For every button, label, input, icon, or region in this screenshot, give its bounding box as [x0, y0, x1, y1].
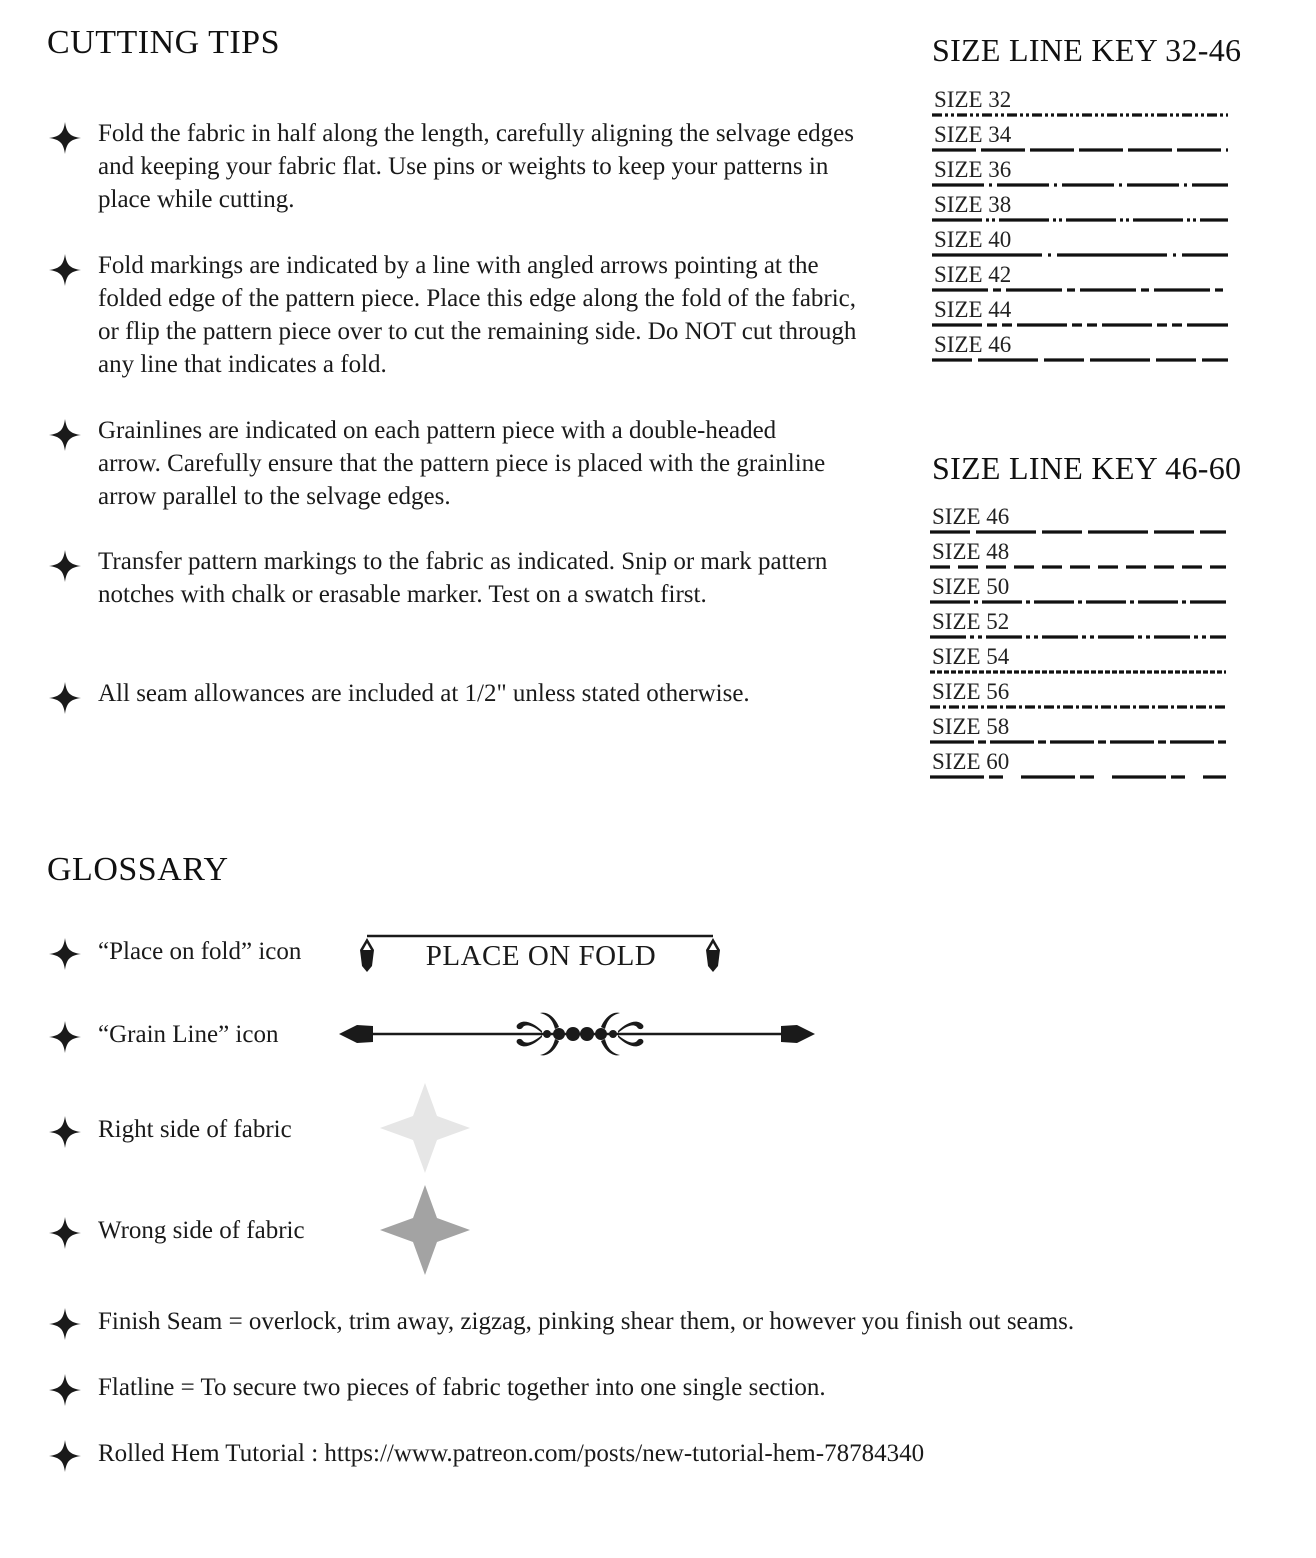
size-label: SIZE 56: [932, 679, 1010, 704]
size-line-row: [928, 643, 1228, 678]
size-label: SIZE 42: [934, 262, 1012, 287]
cutting-tip-item: [48, 249, 878, 381]
size-line-row: [928, 538, 1228, 573]
glossary-item: [48, 1113, 292, 1146]
size-line-row: [930, 331, 1230, 366]
glossary-label: Wrong side of fabric: [98, 1217, 305, 1244]
size-line-row: [928, 608, 1228, 643]
size-label: SIZE 38: [934, 192, 1012, 217]
glossary-item: [48, 1214, 305, 1247]
size-label: SIZE 44: [934, 297, 1012, 322]
bullet-star-icon: [48, 1307, 82, 1341]
bullet-star-icon: [48, 1216, 82, 1250]
glossary-heading: GLOSSARY: [47, 851, 229, 888]
size-key-heading: SIZE LINE KEY 46-60: [932, 450, 1242, 486]
glossary-label: “Place on fold” icon: [98, 938, 302, 965]
place-on-fold-label: PLACE ON FOLD: [425, 940, 657, 972]
bullet-star-icon: [48, 937, 82, 971]
size-label: SIZE 58: [932, 714, 1010, 739]
glossary-item: [48, 1437, 924, 1470]
rolled-hem-tutorial-link[interactable]: Rolled Hem Tutorial : https://www.patreon.com/posts/new-tutorial-hem-78784340: [98, 1440, 925, 1467]
glossary-label: Right side of fabric: [98, 1116, 292, 1143]
size-line-sample: [928, 563, 1228, 571]
size-label: SIZE 40: [934, 227, 1012, 252]
cutting-tip-text: All seam allowances are included at 1/2" unless stated otherwise.: [98, 680, 750, 707]
size-label: SIZE 34: [934, 122, 1012, 147]
cutting-tip-item: [48, 545, 878, 611]
cutting-tip-text: Fold markings are indicated by a line with angled arrows pointing at the folded edge of the pattern piece. Place this edge along the fold of the fabric, or flip the pattern piece over to cut the remaining side. Do NOT cut through any line that indicates a fold.: [98, 252, 857, 378]
bullet-star-icon: [48, 418, 82, 452]
wrong-side-fabric-star-icon: [380, 1185, 470, 1275]
size-line-row: [930, 191, 1230, 226]
bullet-star-icon: [48, 681, 82, 715]
size-line-row: [930, 226, 1230, 261]
cutting-tip-text: Transfer pattern markings to the fabric as indicated. Snip or mark pattern notches with chalk or erasable marker. Test on a swatch first.: [98, 548, 828, 608]
size-key-heading: SIZE LINE KEY 32-46: [932, 32, 1242, 68]
size-line-row: [930, 156, 1230, 191]
bullet-star-icon: [48, 1020, 82, 1054]
glossary-item: [48, 1371, 826, 1404]
size-line-sample: [930, 251, 1230, 259]
size-line-row: [928, 678, 1228, 713]
glossary-item: [48, 935, 301, 968]
size-line-sample: [930, 181, 1230, 189]
size-line-row: [930, 261, 1230, 296]
bullet-star-icon: [48, 549, 82, 583]
cutting-tips-heading: CUTTING TIPS: [47, 24, 280, 61]
size-line-key-32-46: [930, 86, 1230, 366]
glossary-label: Flatline = To secure two pieces of fabric together into one single section.: [98, 1374, 826, 1401]
cutting-tip-text: Fold the fabric in half along the length, carefully aligning the selvage edges and keeping your fabric flat. Use pins or weights to keep your patterns in place while cutting.: [98, 120, 855, 213]
size-line-sample: [930, 356, 1230, 364]
bullet-star-icon: [48, 1439, 82, 1473]
glossary-label: Finish Seam = overlock, trim away, zigzag, pinking shear them, or however you finish out seams.: [98, 1308, 1075, 1335]
size-label: SIZE 46: [934, 332, 1012, 357]
size-line-sample: [928, 598, 1228, 606]
size-line-row: [928, 748, 1228, 783]
size-line-sample: [930, 216, 1230, 224]
place-on-fold-icon: [355, 930, 727, 978]
size-line-row: [930, 86, 1230, 121]
bullet-star-icon: [48, 253, 82, 287]
size-label: SIZE 60: [932, 749, 1010, 774]
size-line-sample: [930, 321, 1230, 329]
size-line-row: [930, 296, 1230, 331]
size-line-sample: [928, 528, 1228, 536]
bullet-star-icon: [48, 1115, 82, 1149]
cutting-tip-text: Grainlines are indicated on each pattern piece with a double-headed arrow. Carefully ensure that the pattern piece is placed with the grainline arrow parallel to the selvage edges.: [98, 417, 826, 510]
size-line-row: [928, 713, 1228, 748]
size-line-key-46-60: [928, 503, 1228, 783]
size-line-sample: [928, 738, 1228, 746]
size-line-sample: [930, 286, 1230, 294]
bullet-star-icon: [48, 1373, 82, 1407]
size-label: SIZE 52: [932, 609, 1010, 634]
size-line-row: [930, 121, 1230, 156]
size-label: SIZE 32: [934, 87, 1012, 112]
glossary-label: “Grain Line” icon: [98, 1021, 279, 1048]
glossary-item: [48, 1305, 1074, 1338]
glossary-item: [48, 1018, 278, 1051]
size-line-sample: [928, 773, 1228, 781]
cutting-tip-item: [48, 677, 878, 710]
size-label: SIZE 48: [932, 539, 1010, 564]
size-line-sample: [928, 703, 1228, 711]
right-side-fabric-star-icon: [380, 1083, 470, 1173]
size-label: SIZE 36: [934, 157, 1012, 182]
size-line-sample: [930, 111, 1230, 119]
cutting-tip-item: [48, 117, 878, 216]
cutting-tip-item: [48, 414, 878, 513]
size-line-sample: [928, 633, 1228, 641]
bullet-star-icon: [48, 121, 82, 155]
size-line-row: [928, 573, 1228, 608]
size-line-sample: [930, 146, 1230, 154]
size-label: SIZE 54: [932, 644, 1010, 669]
grain-line-icon: [337, 1003, 817, 1065]
size-line-sample: [928, 668, 1228, 676]
size-label: SIZE 46: [932, 504, 1010, 529]
size-label: SIZE 50: [932, 574, 1010, 599]
size-line-row: [928, 503, 1228, 538]
